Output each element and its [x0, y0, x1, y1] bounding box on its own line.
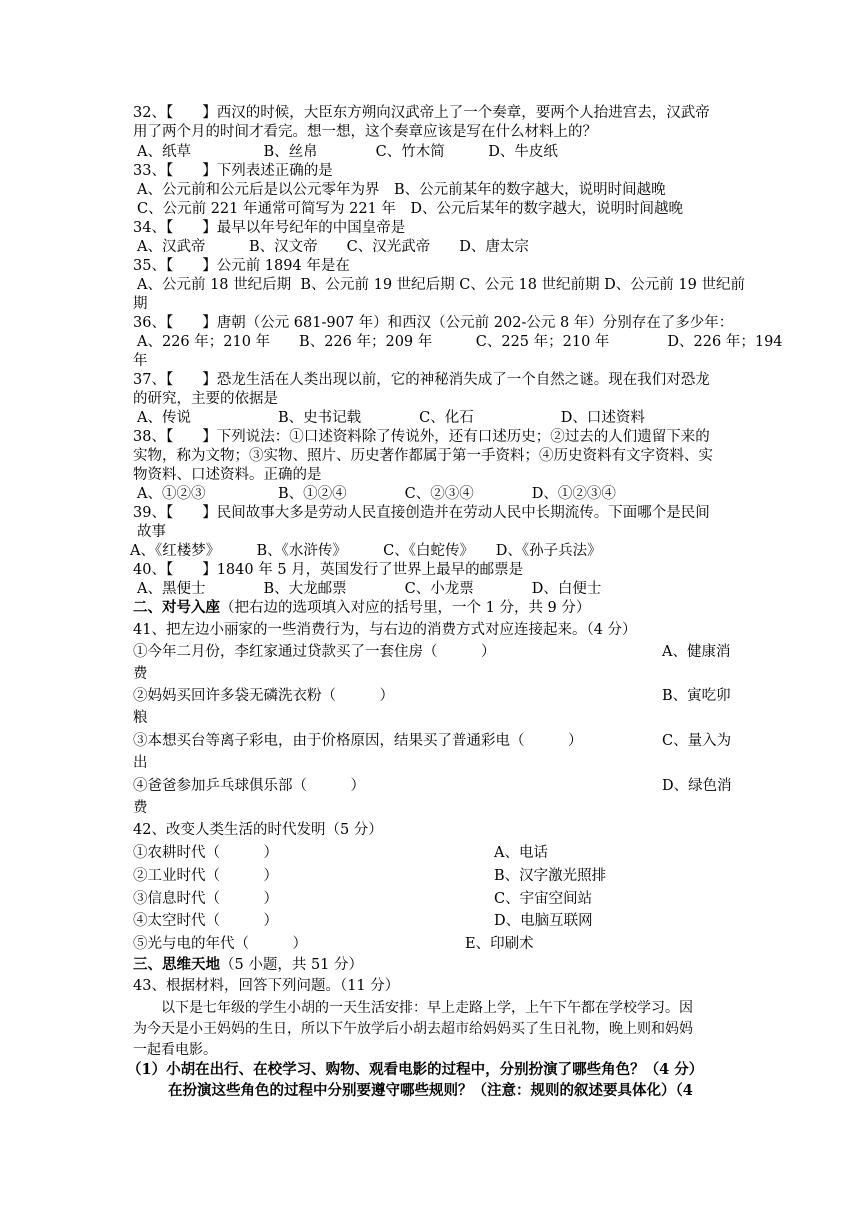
q35-stem: 35、【 】公元前 1894 年是在: [133, 258, 350, 274]
q36-options-2: 年: [133, 353, 148, 369]
q43-material-line2: 为今天是小王妈妈的生日，所以下午放学后小胡去超市给妈妈买了生日礼物，晚上则和妈妈: [133, 1021, 693, 1037]
q43-material-line3: 一起看电影。: [133, 1042, 217, 1058]
q37-options: A、传说 B、史书记载 C、化石 D、口述资料: [137, 410, 645, 426]
q32-line1: 32、【 】西汉的时候，大臣东方朔向汉武帝上了一个奏章，要两个人抬进宫去，汉武帝: [133, 105, 710, 121]
q38-options: A、①②③ B、①②④ C、②③④ D、①②③④: [137, 486, 616, 502]
q33-options-1: A、公元前和公元后是以公元零年为界 B、公元前某年的数字越大，说明时间越晚: [137, 182, 666, 198]
q41-row-2-right: B、寅吃卯: [662, 688, 731, 704]
q32-options: A、纸草 B、丝帛 C、竹木简 D、牛皮纸: [137, 144, 558, 160]
q42-row-4-right: D、电脑互联网: [494, 913, 593, 929]
q35-options-2: 期: [133, 296, 148, 312]
q41-row-4-right: D、绿色消: [662, 778, 732, 794]
q41-row-1-right: A、健康消: [662, 644, 731, 660]
q40-options: A、黑便士 B、大龙邮票 C、小龙票 D、白便士: [137, 581, 602, 597]
q42-row-4-left: ④太空时代（ ）: [133, 913, 278, 929]
q41-row-1-wrap: 费: [133, 666, 148, 682]
section-2-title: 二、对号入座: [133, 599, 220, 616]
q38-line1: 38、【 】下列说法：①口述资料除了传说外，还有口述历史；②过去的人们遗留下来的: [133, 429, 710, 445]
q41-row-4-wrap: 费: [133, 800, 148, 816]
q35-options-1: A、公元前 18 世纪后期 B、公元前 19 世纪后期 C、公元 18 世纪前期 D、公元前 19 世纪前: [137, 277, 745, 293]
q43-subquestion-2: 在扮演这些角色的过程中分别要遵守哪些规则？（注意：规则的叙述要具体化）（4: [168, 1082, 693, 1099]
section-2-note: （把右边的选项填入对应的括号里，一个 1 分，共 9 分）: [220, 600, 591, 616]
q34-options: A、汉武帝 B、汉文帝 C、汉光武帝 D、唐太宗: [137, 239, 529, 255]
q41-row-2-left: ②妈妈买回许多袋无磷洗衣粉（ ）: [133, 688, 394, 704]
section-3-title: 三、思维天地: [133, 956, 220, 973]
q42-row-2-right: B、汉字激光照排: [494, 868, 607, 884]
q41-row-3-left: ③本想买台等离子彩电，由于价格原因，结果买了普通彩电（ ）: [133, 733, 583, 749]
q41-row-3-wrap: 出: [133, 755, 148, 771]
q43-stem: 43、根据材料，回答下列问题。（11 分）: [133, 978, 400, 994]
q41-row-2-wrap: 粮: [133, 710, 148, 726]
q43-subquestion-1: （1）小胡在出行、在校学习、购物、观看电影的过程中，分别扮演了哪些角色？（4 分）: [127, 1061, 704, 1078]
q42-row-1-left: ①农耕时代（ ）: [133, 845, 278, 861]
section-3-note: （5 小题，共 51 分）: [220, 957, 364, 973]
q40-stem: 40、【 】1840 年 5 月，英国发行了世界上最早的邮票是: [133, 562, 524, 578]
q42-row-5-left: ⑤光与电的年代（ ）: [133, 936, 307, 952]
q37-line2: 的研究，主要的依据是: [133, 391, 278, 407]
q36-options-1: A、226 年；210 年 B、226 年；209 年 C、225 年；210 年 D、226 年；194: [137, 334, 783, 350]
q36-stem: 36、【 】唐朝（公元 681-907 年）和西汉（公元前 202-公元 8 年）分别存在了多少年：: [133, 315, 734, 331]
q43-material-line1: 以下是七年级的学生小胡的一天生活安排：早上走路上学，上午下午都在学校学习。因: [161, 1000, 693, 1016]
q38-line3: 物资料、口述资料。正确的是: [133, 467, 322, 483]
section-2-heading: [133, 598, 590, 618]
q42-row-5-right: E、印刷术: [465, 936, 534, 952]
section-3-heading: [133, 955, 363, 975]
q42-row-3-right: C、宇宙空间站: [494, 891, 593, 907]
q33-stem: 33、【 】下列表述正确的是: [133, 163, 333, 179]
q34-stem: 34、【 】最早以年号纪年的中国皇帝是: [133, 220, 406, 236]
q42-stem: 42、改变人类生活的时代发明（5 分）: [133, 822, 383, 838]
q33-options-2: C、公元前 221 年通常可简写为 221 年 D、公元后某年的数字越大，说明时间越晚: [137, 201, 684, 217]
q39-line1: 39、【 】民间故事大多是劳动人民直接创造并在劳动人民中长期流传。下面哪个是民间: [133, 505, 710, 521]
q41-row-4-left: ④爸爸参加乒乓球俱乐部（ ）: [133, 778, 365, 794]
q42-row-3-left: ③信息时代（ ）: [133, 891, 278, 907]
q42-row-1-right: A、电话: [494, 845, 548, 861]
q39-line2: 故事: [137, 524, 166, 540]
q37-line1: 37、【 】恐龙生活在人类出现以前，它的神秘消失成了一个自然之谜。现在我们对恐龙: [133, 372, 710, 388]
q41-row-1-left: ①今年二月份，李红家通过贷款买了一套住房（ ）: [133, 644, 496, 660]
q38-line2: 实物，称为文物；③实物、照片、历史著作都属于第一手资料；④历史资料有文字资料、实: [133, 448, 713, 464]
q41-stem: 41、把左边小丽家的一些消费行为，与右边的消费方式对应连接起来。（4 分）: [133, 622, 637, 638]
q39-options: A、《红楼梦》 B、《水浒传》 C、《白蛇传》 D、《孙子兵法》: [130, 543, 602, 559]
q32-line2: 用了两个月的时间才看完。想一想，这个奏章应该是写在什么材料上的？: [133, 124, 597, 140]
q41-row-3-right: C、量入为: [662, 733, 732, 749]
q42-row-2-left: ②工业时代（ ）: [133, 868, 278, 884]
